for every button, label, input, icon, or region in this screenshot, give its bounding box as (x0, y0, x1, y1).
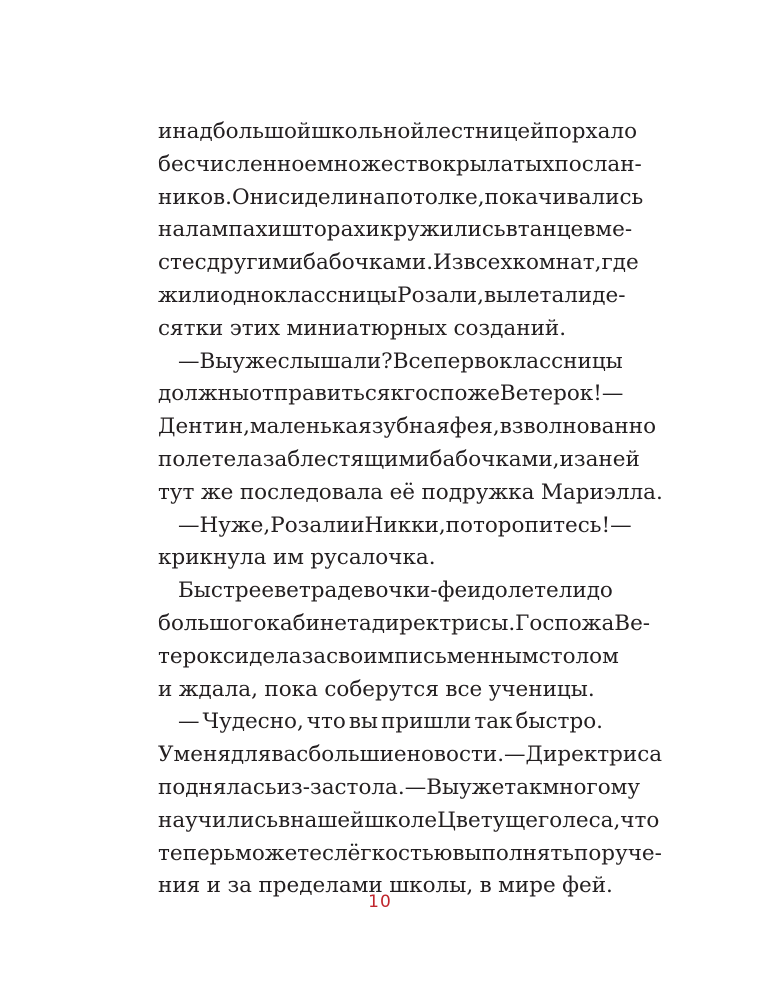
text-line: и над большой школьной лестницей порхало (158, 119, 638, 144)
text-line: сте с другими бабочками. Из всех комнат, где (158, 250, 639, 276)
text-line: терок сидела за своим письменным столом (158, 643, 619, 669)
text-line: научились в нашей школе Цветущего леса, что (158, 807, 660, 833)
body-text (158, 116, 663, 903)
text-line: — Чудесно, что вы пришли так быстро. (178, 709, 603, 735)
text-line: полетела за блестящими бабочками, и за ней (158, 446, 640, 472)
text-line: жили одноклассницы Розали, вылетали де- (158, 282, 626, 308)
text-line: должны отправиться к госпоже Ветерок! — (158, 381, 624, 407)
text-line: У меня для вас большие новости. — Директриса (158, 742, 663, 768)
text-line: — Вы уже слышали? Все первоклассницы (178, 348, 623, 374)
text-line: Дентин, маленькая зубная фея, взволнованно (158, 414, 657, 440)
text-line: тут же последовала её подружка Мариэлла. (158, 479, 663, 505)
text-line: ников. Они сидели на потолке, покачивались (158, 184, 644, 210)
text-line: большого кабинета директрисы. Госпожа Ве- (158, 610, 651, 636)
page-number: 10 (368, 892, 392, 912)
text-line: теперь можете с лёгкостью выполнять поруче- (158, 840, 662, 866)
text-line: бесчисленное множество крылатых послан- (158, 151, 642, 177)
text-line: ния и за пределами школы, в мире фей. (158, 873, 613, 899)
text-line: сятки этих миниатюрных созданий. (158, 315, 567, 341)
text-line: Быстрее ветра девочки-феи долетели до (178, 578, 613, 604)
text-line: — Ну же, Розали и Никки, поторопитесь! — (178, 512, 632, 538)
text-line: поднялась из-за стола. — Вы уже так многому (158, 774, 641, 800)
text-line: и ждала, пока соберутся все ученицы. (158, 676, 595, 702)
text-line: на лампах и шторах и кружились в танце вме- (158, 217, 633, 243)
text-line: крикнула им русалочка. (158, 545, 436, 571)
